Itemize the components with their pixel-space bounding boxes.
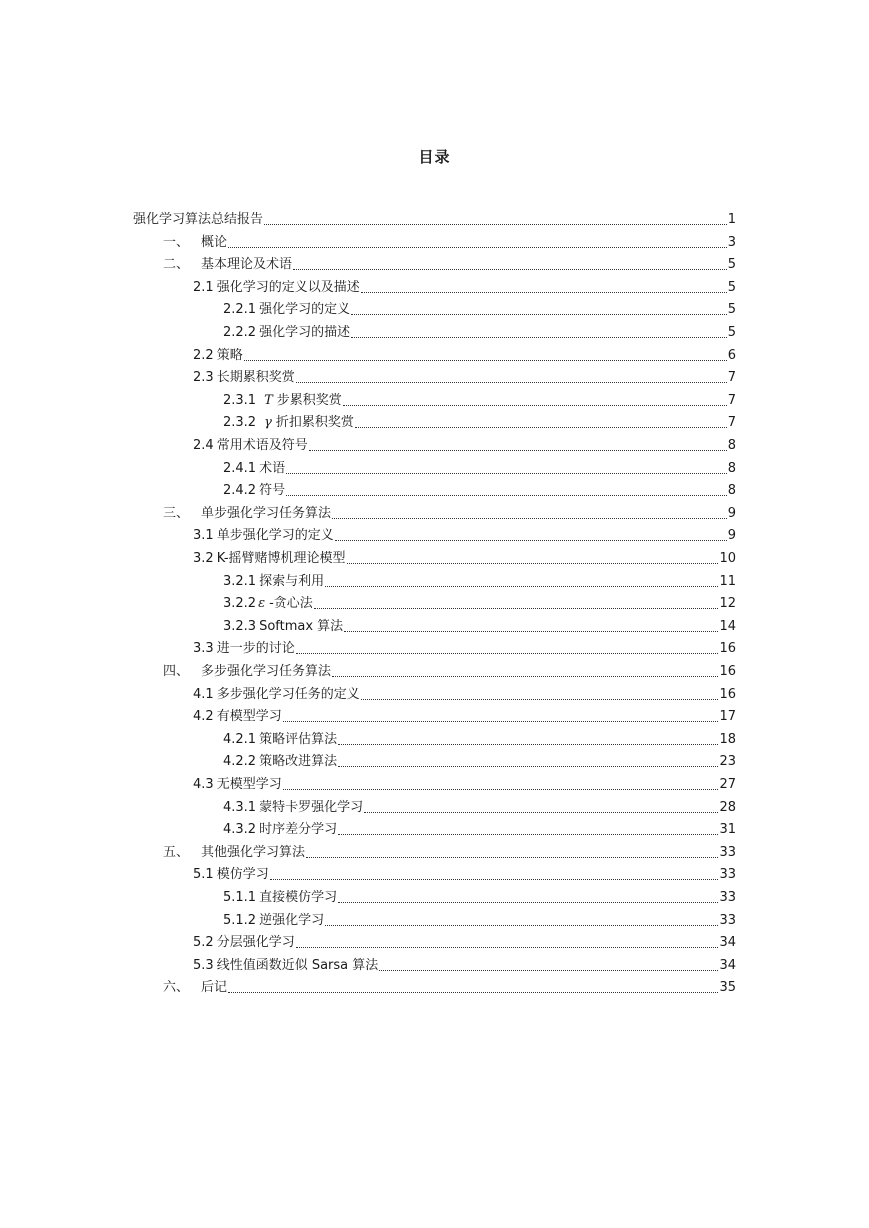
toc-entry[interactable]	[193, 344, 736, 364]
dot-leader	[361, 699, 719, 700]
toc-entry-number: 5.2	[193, 935, 214, 951]
math-symbol: ε	[258, 596, 266, 612]
toc-entry-text	[223, 732, 337, 748]
toc-entry-text	[223, 800, 363, 816]
dot-leader	[325, 586, 718, 587]
toc-entry-text	[223, 754, 337, 770]
toc-page-number: 33	[719, 912, 736, 928]
dot-leader	[338, 902, 718, 903]
dot-leader	[338, 766, 718, 767]
toc-title: 目录	[418, 148, 451, 166]
dot-leader	[347, 563, 719, 564]
toc-entry[interactable]	[223, 298, 736, 318]
toc-entry-number: 4.1	[193, 686, 214, 702]
toc-page-number: 9	[727, 505, 736, 521]
dot-leader	[270, 879, 719, 880]
toc-entry-number: 五、	[163, 844, 190, 860]
dot-leader	[286, 473, 727, 474]
toc-page-number: 33	[719, 890, 736, 905]
dot-leader	[293, 269, 727, 270]
toc-entry[interactable]	[163, 253, 736, 273]
toc-entry-title: K-摇臂赌博机理论模型	[216, 551, 346, 566]
toc-entry[interactable]	[163, 841, 736, 861]
dot-leader	[283, 789, 719, 790]
toc-entry-title: 强化学习的定义以及描述	[216, 279, 360, 295]
toc-entry-number: 4.3.2	[223, 822, 257, 838]
toc-entry-number: 2.4.1	[223, 460, 257, 476]
toc-entry[interactable]	[163, 502, 736, 522]
toc-entry-text	[223, 596, 313, 612]
dot-leader	[296, 382, 727, 383]
toc-page-number: 5	[727, 325, 736, 340]
toc-entry-number: 3.2.2	[223, 596, 257, 612]
toc-entry-text	[193, 280, 360, 296]
toc-entry-text	[133, 212, 263, 228]
toc-entry[interactable]	[223, 479, 736, 499]
dot-leader	[264, 224, 727, 225]
toc-entry-number: 3.1	[193, 528, 214, 544]
toc-entry-number: 4.2.2	[223, 754, 257, 770]
toc-entry-number: 4.3.1	[223, 799, 257, 815]
toc-entry-number: 2.3.2	[223, 415, 257, 431]
toc-entry[interactable]	[223, 796, 736, 816]
toc-entry[interactable]	[193, 683, 736, 703]
toc-entry-title: 分层强化学习	[216, 935, 295, 951]
toc-page-number: 10	[719, 551, 736, 566]
toc-entry-title: 步累积奖赏	[276, 392, 342, 408]
dot-leader	[296, 947, 719, 948]
toc-entry-title: 符号	[259, 483, 286, 499]
toc-page-number: 7	[727, 370, 736, 386]
toc-entry-title: 后记	[201, 980, 228, 996]
toc-page-number: 5	[727, 302, 736, 318]
toc-entry[interactable]	[193, 276, 736, 296]
toc-entry-text	[193, 935, 295, 951]
toc-page-number: 8	[727, 460, 736, 476]
toc-entry-title: 强化学习的描述	[259, 325, 351, 340]
toc-entry-title: 有模型学习	[216, 709, 282, 725]
toc-entry-number: 5.1	[193, 867, 214, 883]
dot-leader	[344, 631, 718, 632]
toc-entry-number: 一、	[163, 234, 190, 250]
toc-entry-text	[223, 415, 354, 431]
dot-leader	[306, 857, 718, 858]
toc-page-number: 8	[727, 438, 736, 453]
dot-leader	[286, 495, 727, 496]
toc-entry[interactable]	[223, 592, 736, 612]
toc-entry-number: 2.3.1	[223, 392, 257, 408]
toc-entry-text	[193, 958, 378, 974]
toc-entry-title: 概论	[201, 234, 228, 250]
toc-entry[interactable]	[163, 976, 736, 996]
toc-entry-number: 3.3	[193, 641, 214, 657]
dot-leader	[343, 405, 727, 406]
toc-entry-number: 2.2	[193, 347, 214, 363]
toc-entry[interactable]	[193, 434, 736, 454]
dot-leader	[335, 540, 727, 541]
toc-entry-number: 4.2.1	[223, 731, 257, 747]
toc-entry-number: 3.2.3	[223, 618, 257, 634]
toc-page-number: 16	[719, 686, 736, 702]
toc-entry-number: 2.4.2	[223, 483, 257, 499]
toc-entry-text	[163, 845, 305, 861]
toc-entry-title: 多步强化学习任务算法	[201, 664, 332, 679]
toc-entry-number: 5.1.2	[223, 912, 257, 928]
dot-leader	[296, 653, 719, 654]
toc-entry-text	[163, 664, 331, 680]
toc-entry-title: 常用术语及符号	[216, 438, 308, 453]
toc-entry[interactable]	[163, 660, 736, 680]
toc-page-number: 14	[719, 618, 736, 634]
toc-entry-text	[193, 777, 282, 793]
toc-entry-title: 策略	[216, 347, 243, 363]
toc-entry-number: 六、	[163, 980, 190, 996]
toc-entry-title: 进一步的讨论	[216, 641, 295, 657]
toc-entry-text	[163, 980, 227, 996]
toc-page-number: 8	[727, 483, 736, 499]
toc-page-number: 6	[727, 347, 736, 363]
toc-entry-title: 多步强化学习任务的定义	[216, 686, 360, 702]
toc-entry-text	[193, 641, 295, 657]
toc-entry[interactable]	[223, 615, 736, 635]
dot-leader	[332, 518, 727, 519]
toc-page-number: 7	[727, 415, 736, 431]
toc-page-number: 5	[727, 279, 736, 295]
toc-entry-text	[193, 709, 282, 725]
toc-entry-text	[223, 483, 285, 499]
toc-entry-number: 2.4	[193, 438, 214, 453]
toc-entry[interactable]	[193, 366, 736, 386]
dot-leader	[309, 450, 727, 451]
toc-entry-text	[163, 235, 227, 251]
toc-entry-title: 蒙特卡罗强化学习	[259, 799, 364, 815]
toc-entry-title: 单步强化学习任务算法	[201, 505, 332, 521]
toc-entry-number: 4.2	[193, 709, 214, 725]
toc-entry[interactable]	[223, 389, 736, 409]
dot-leader	[314, 608, 719, 609]
toc-entry-title: 术语	[259, 460, 286, 476]
toc-entry-number: 3.2.1	[223, 573, 257, 589]
dot-leader	[228, 247, 727, 248]
toc-entry-number: 三、	[163, 505, 190, 521]
toc-entry[interactable]	[223, 909, 736, 929]
toc-entry-title: 探索与利用	[259, 573, 325, 589]
toc-entry-text	[223, 325, 350, 341]
toc-entry-title: 时序差分学习	[259, 822, 338, 838]
toc-page-number: 17	[719, 709, 736, 725]
toc-entry[interactable]	[223, 411, 736, 431]
toc-entry-number: 5.3	[193, 957, 214, 973]
dot-leader	[244, 360, 727, 361]
toc-entry-title: 无模型学习	[216, 777, 282, 792]
toc-page-number: 27	[719, 777, 736, 792]
toc-entry[interactable]	[133, 208, 736, 228]
math-symbol: γ	[264, 415, 272, 431]
toc-page-number: 28	[719, 799, 736, 815]
toc-entry[interactable]	[193, 931, 736, 951]
toc-entry-text	[223, 574, 324, 590]
dot-leader	[361, 292, 727, 293]
toc-page-number: 1	[727, 212, 736, 227]
toc-entry-title: 单步强化学习的定义	[216, 528, 334, 544]
toc-entry-title: -贪心法	[269, 596, 313, 612]
toc-entry-title: Softmax 算法	[259, 618, 344, 634]
toc-entry-number: 4.3	[193, 777, 214, 792]
toc-page-number: 18	[719, 731, 736, 747]
toc-page-number: 11	[719, 573, 736, 589]
dot-leader	[228, 992, 718, 993]
toc-entry-text	[193, 867, 269, 883]
toc-entry-text	[223, 822, 337, 838]
toc-entry-text	[193, 438, 308, 454]
toc-page-number: 31	[719, 822, 736, 838]
toc-entry[interactable]	[193, 524, 736, 544]
dot-leader	[325, 925, 718, 926]
toc-entry-text	[193, 528, 334, 544]
dot-leader	[379, 970, 718, 971]
toc-entry-number: 5.1.1	[223, 890, 257, 905]
toc-entry[interactable]	[223, 750, 736, 770]
toc-entry-number: 2.2.1	[223, 302, 257, 318]
toc-entry[interactable]	[193, 705, 736, 725]
toc-entry[interactable]	[193, 954, 736, 974]
toc-page-number: 12	[719, 596, 736, 612]
toc-entry-text	[223, 461, 285, 477]
toc-entry-title: 强化学习的定义	[259, 302, 351, 318]
toc-entry-text	[223, 890, 337, 906]
toc-page-number: 34	[719, 935, 736, 951]
toc-entry-number: 2.2.2	[223, 325, 257, 340]
toc-entry-title: 直接模仿学习	[259, 890, 338, 905]
dot-leader	[338, 834, 718, 835]
toc-page-number: 33	[719, 867, 736, 883]
toc-entry-title: 强化学习算法总结报告	[133, 212, 264, 227]
math-symbol: T	[264, 392, 273, 408]
toc-page-number: 5	[727, 257, 736, 273]
toc-entry-text	[223, 302, 350, 318]
toc-entry-title: 线性值函数近似 Sarsa 算法	[216, 957, 379, 973]
toc-entry-text	[193, 370, 295, 386]
dot-leader	[332, 676, 718, 677]
toc-entry-number: 3.2	[193, 551, 214, 566]
toc-entry[interactable]	[223, 728, 736, 748]
toc-entry[interactable]	[223, 886, 736, 906]
toc-entry-title: 模仿学习	[216, 867, 269, 883]
toc-page-number: 3	[727, 234, 736, 250]
toc-entry[interactable]	[223, 321, 736, 341]
toc-page-number: 16	[719, 664, 736, 679]
toc-entry-text	[223, 913, 324, 929]
toc-entry[interactable]	[193, 863, 736, 883]
toc-entry-title: 其他强化学习算法	[201, 844, 306, 860]
toc-entry-text	[223, 619, 343, 635]
dot-leader	[338, 744, 718, 745]
toc-entry-text	[193, 687, 360, 703]
toc-entry[interactable]	[193, 637, 736, 657]
toc-page-number: 7	[727, 392, 736, 408]
toc-page-number: 16	[719, 641, 736, 657]
toc-entry[interactable]	[223, 457, 736, 477]
toc-entry-title: 策略改进算法	[259, 754, 338, 770]
toc-page-number: 34	[719, 957, 736, 973]
toc-entry-text	[163, 506, 331, 522]
toc-entry-number: 四、	[163, 664, 190, 679]
toc-entry[interactable]	[223, 818, 736, 838]
toc-page-number: 35	[719, 980, 736, 996]
toc-entry[interactable]	[223, 570, 736, 590]
toc-entry[interactable]	[163, 231, 736, 251]
toc-page-number: 33	[719, 844, 736, 860]
toc-entry-text	[223, 393, 342, 409]
toc-entry-text	[163, 257, 292, 273]
toc-entry-text	[193, 551, 346, 567]
dot-leader	[351, 314, 727, 315]
toc-entry-number: 二、	[163, 257, 190, 273]
toc-entry-title: 策略评估算法	[259, 731, 338, 747]
toc-entry-title: 折扣累积奖赏	[275, 415, 354, 431]
toc-entry-text	[193, 348, 243, 364]
toc-page-number: 9	[727, 528, 736, 544]
toc-entry-title: 逆强化学习	[259, 912, 325, 928]
toc-entry-title: 基本理论及术语	[201, 257, 293, 273]
toc-entry[interactable]	[193, 547, 736, 567]
toc-entry-number: 2.1	[193, 279, 214, 295]
dot-leader	[364, 812, 718, 813]
toc-entry[interactable]	[193, 773, 736, 793]
toc-entry-title: 长期累积奖赏	[216, 370, 295, 386]
dot-leader	[351, 337, 727, 338]
dot-leader	[283, 721, 719, 722]
toc-entry-number: 2.3	[193, 370, 214, 386]
dot-leader	[355, 427, 727, 428]
toc-page-number: 23	[719, 754, 736, 770]
